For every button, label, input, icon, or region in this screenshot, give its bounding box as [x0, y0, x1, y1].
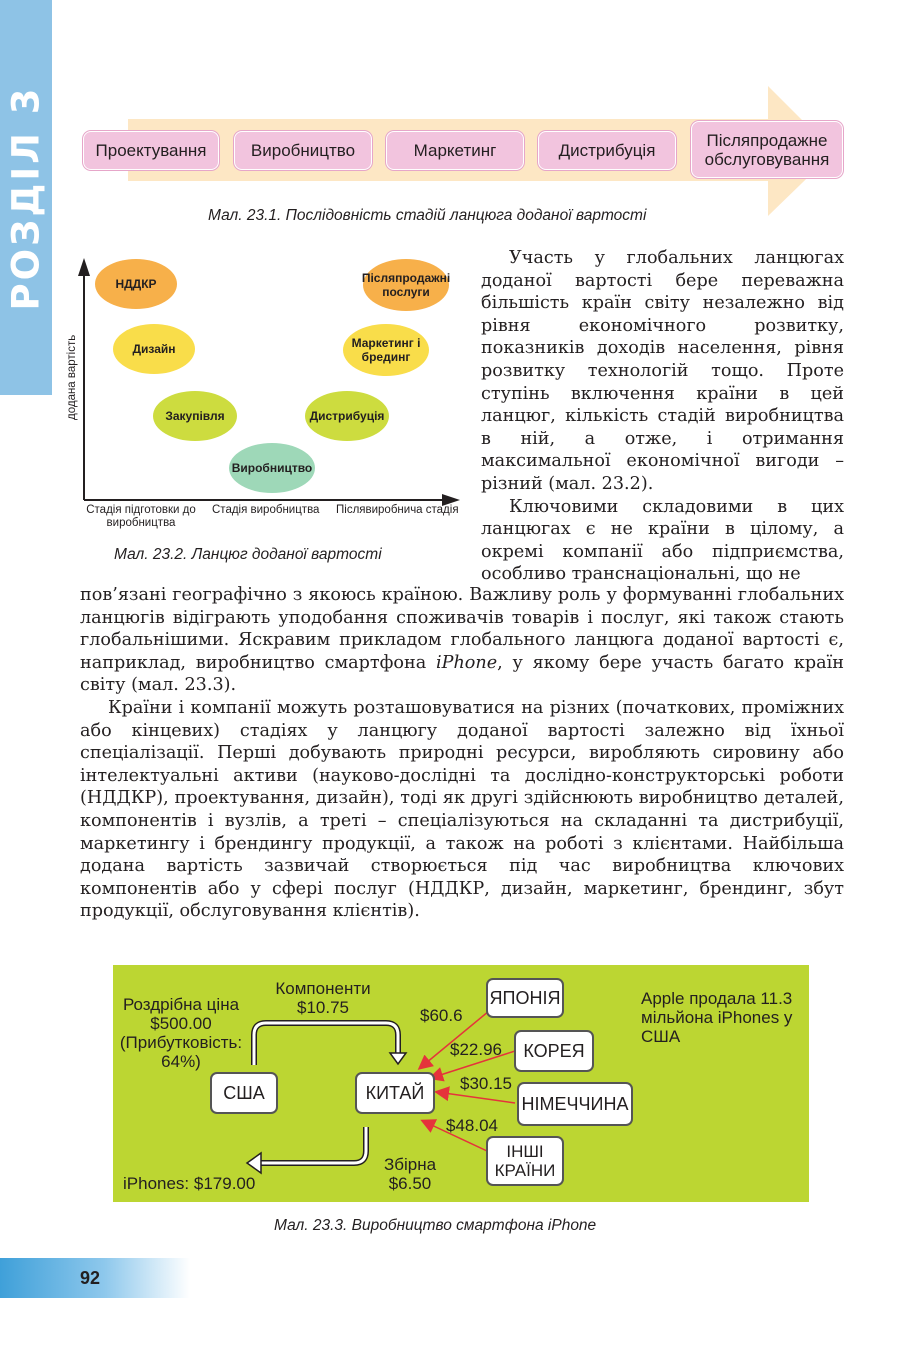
paragraph-1: Участь у глобальних ланцюгах доданої вартості бере переважна більшість країн світу незалежно від рівня економічного розвитку, показників доходів населення, рівня розвитку технологій тощо. Проте ступінь включення країни в цей ланцюг, кількість стадій виробництва в ній, а отже, і отримання максимальної економічної вигоди – різний (мал. 23.2).	[481, 248, 844, 494]
paragraph-2-cont	[80, 584, 844, 697]
stage-after-sales: Післяпродажне обслуговування	[691, 121, 843, 178]
x-axis-label-production: Стадія виробництва	[212, 504, 320, 516]
japan-value: $60.6	[420, 1006, 463, 1025]
section-tab-label: РОЗДІЛ 3	[4, 85, 48, 311]
figure-caption-23-3: Мал. 23.3. Виробництво смартфона iPhone	[274, 1217, 597, 1234]
components-label: Компоненти $10.75	[275, 979, 371, 1017]
node-purchasing: Закупівля	[153, 391, 237, 441]
others-box: ІНШІ КРАЇНИ	[486, 1136, 564, 1186]
body-text-right-column	[481, 247, 844, 586]
stage-marketing: Маркетинг	[386, 131, 524, 170]
stage-production: Виробництво	[234, 131, 372, 170]
figure-caption-23-2: Мал. 23.2. Ланцюг доданої вартості	[114, 546, 382, 563]
page-number: 92	[80, 1268, 101, 1288]
iphone-production-diagram	[113, 965, 809, 1202]
y-axis-label: додана вартість	[66, 334, 78, 420]
body-text-full-width	[80, 584, 844, 923]
iphones-value: iPhones: $179.00	[123, 1174, 256, 1193]
germany-box: НІМЕЧЧИНА	[517, 1082, 633, 1126]
china-box: КИТАЙ	[355, 1072, 435, 1114]
figure-caption-23-1: Мал. 23.1. Послідовність стадій ланцюга доданої вартості	[208, 207, 647, 224]
node-design: Дизайн	[113, 324, 195, 374]
paragraph-2-end: , у якому бере участь багато країн світу (мал. 23.3).	[80, 652, 844, 696]
node-production: Виробництво	[229, 443, 315, 493]
node-marketing: Маркетинг і брединг	[343, 324, 429, 376]
usa-box: США	[210, 1072, 278, 1114]
apple-sales-note: Apple продала 11.3 мільйона iPhones у США	[641, 989, 793, 1046]
korea-value: $22.96	[450, 1040, 502, 1059]
paragraph-2-text: пов’язані географічно з якоюсь країною. Важливу роль у формуванні глобальних ланцюгів відіграють уподобання споживачів товарів і послуг, які також стають глобальнішими. Яскравим прикладом глобального ланцюга доданої вартості є, наприклад, виробництво смартфона	[80, 585, 844, 673]
node-after-sales: Післяпродажні послуги	[363, 259, 449, 311]
iphone-term: iPhone	[436, 652, 498, 673]
node-distribution: Дистрибуція	[305, 391, 389, 441]
stage-design: Проектування	[83, 131, 219, 170]
node-rnd: НДДКР	[95, 259, 177, 309]
others-value: $48.04	[446, 1116, 498, 1135]
stage-distribution: Дистрибуція	[538, 131, 676, 170]
retail-price-label: Роздрібна ціна $500.00 (Прибутковість: 64%)	[119, 995, 243, 1071]
japan-box: ЯПОНІЯ	[486, 978, 564, 1018]
x-axis-label-post: Післявиробнича стадія	[336, 504, 459, 516]
paragraph-2-start: Ключовими складовими в цих ланцюгах є не країни в цілому, а окремі компанії або підприємства, особливо транснаціональні, що не	[481, 496, 844, 585]
germany-value: $30.15	[460, 1074, 512, 1093]
korea-box: КОРЕЯ	[514, 1030, 594, 1072]
paragraph-3: Країни і компанії можуть розташовуватися на різних (початкових, проміжних або кінцевих) стадіях у ланцюгу доданої вартості залежно від їхньої спеціалізації. Перші добувають природні ресурси, виробляють сировину або інтелектуальні активи (науково-дослідні та дослідно-конструкторські роботи (НДДКР), проектування, дизайн), тоді як другі здійснюють виробництво деталей, компонентів і вузлів, а треті – спеціалізуються на складанні та дистрибуції, маркетингу і брендингу продукції, а також на роботі з клієнтами. Найбільша додана вартість зазвичай створюється під час виробництва ключових компонентів або у сфері послуг (НДДКР, дизайн, маркетинг, брендинг, збут продукції, обслуговування клієнтів).	[80, 697, 844, 922]
assembly-label: Збірна $6.50	[383, 1155, 437, 1193]
x-axis-label-pre: Стадія підготовки до виробництва	[86, 504, 196, 529]
